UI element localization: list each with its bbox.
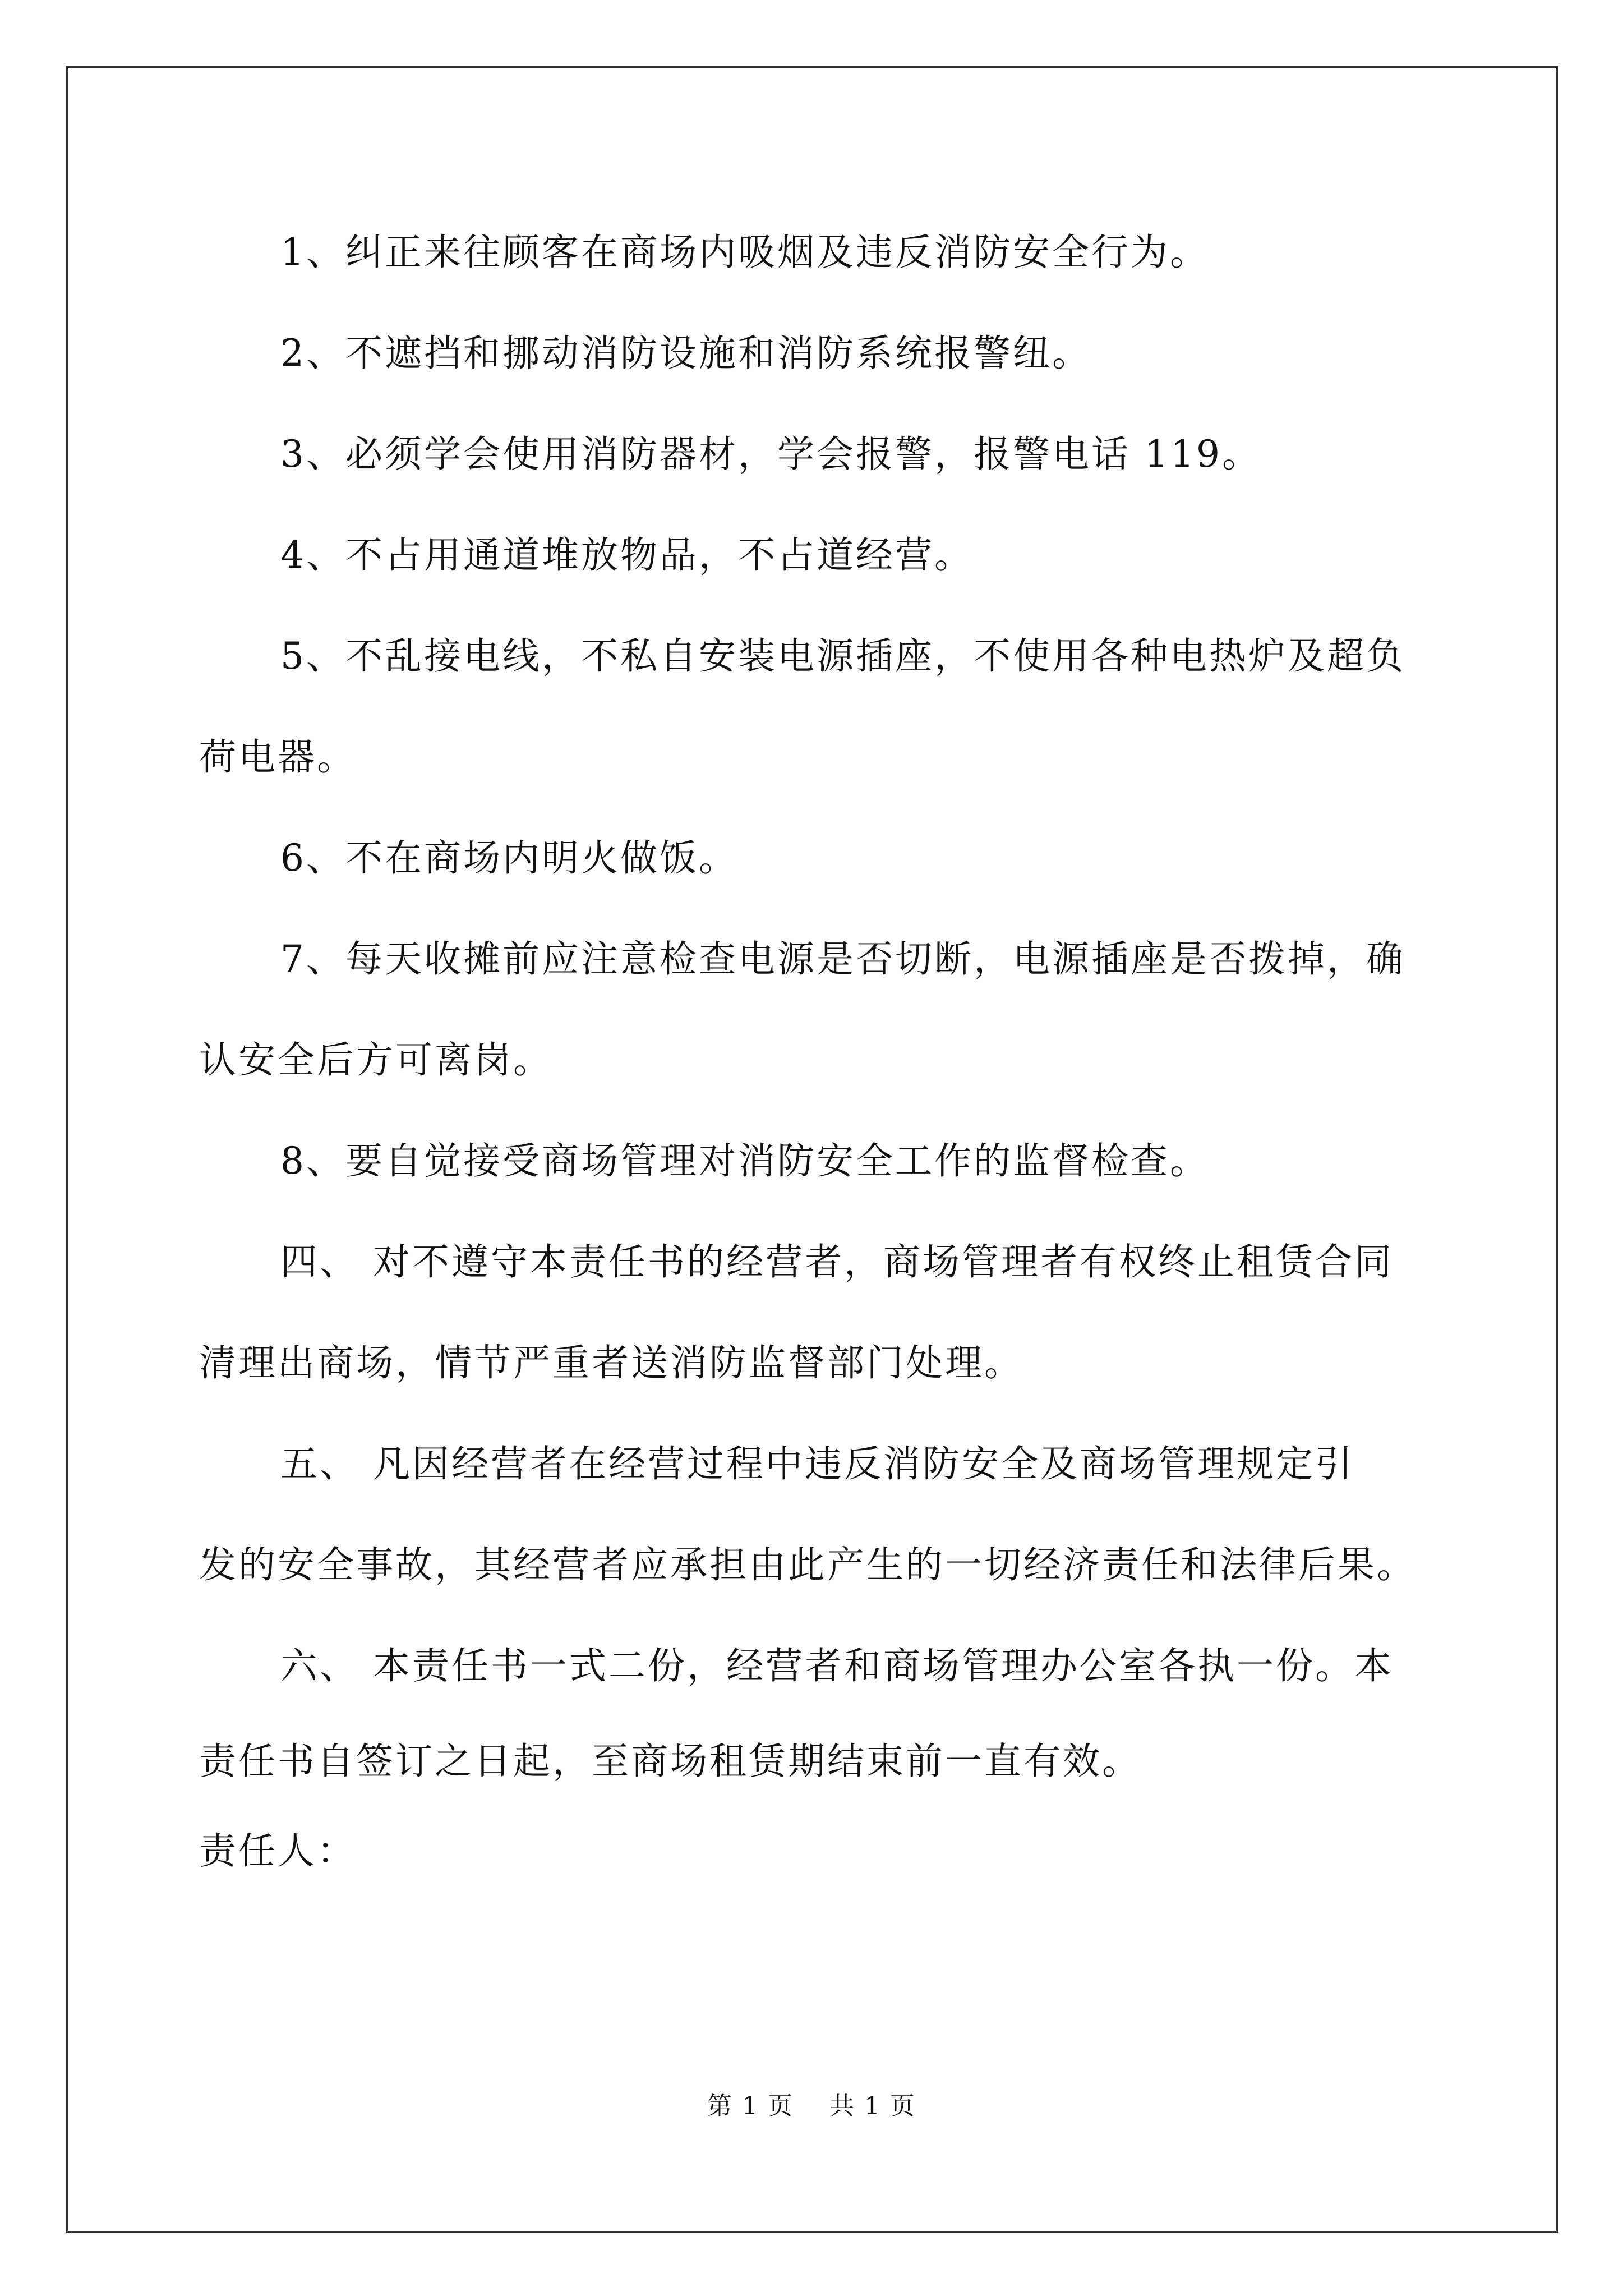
clause-6: 6、不在商场内明火做饭。: [280, 836, 738, 880]
clause-8: 8、要自觉接受商场管理对消防安全工作的监督检查。: [280, 1139, 1209, 1182]
clause-5-line-2: 荷电器。: [199, 735, 356, 779]
clause-2: 2、不遮挡和挪动消防设施和消防系统报警纽。: [280, 332, 1091, 375]
section-6-line-2: 责任书自签订之日起，至商场租赁期结束前一直有效。: [199, 1740, 1141, 1783]
section-6-line-1: 六、 本责任书一式二份，经营者和商场管理办公室各执一份。本: [280, 1644, 1394, 1687]
clause-7-line-2: 认安全后方可离岗。: [199, 1038, 552, 1082]
responsible-person-label: 责任人：: [199, 1829, 356, 1872]
section-5-line-2: 发的安全事故，其经营者应承担由此产生的一切经济责任和法律后果。: [199, 1543, 1416, 1586]
section-4-line-1: 四、 对不遵守本责任书的经营者，商场管理者有权终止租赁合同: [280, 1240, 1394, 1283]
section-4-line-2: 清理出商场，情节严重者送消防监督部门处理。: [199, 1341, 1023, 1384]
section-5-line-1: 五、 凡因经营者在经营过程中违反消防安全及商场管理规定引: [280, 1442, 1354, 1485]
page-footer: 第 1 页 共 1 页: [707, 2092, 916, 2120]
clause-3: 3、必须学会使用消防器材，学会报警，报警电话 119。: [280, 432, 1261, 476]
clause-5-line-1: 5、不乱接电线，不私自安装电源插座，不使用各种电热炉及超负: [280, 634, 1405, 678]
clause-1: 1、纠正来往顾客在商场内吸烟及违反消防安全行为。: [280, 231, 1209, 274]
clause-7-line-1: 7、每天收摊前应注意检查电源是否切断，电源插座是否拨掉，确: [280, 937, 1405, 981]
clause-4: 4、不占用通道堆放物品，不占道经营。: [280, 533, 974, 577]
